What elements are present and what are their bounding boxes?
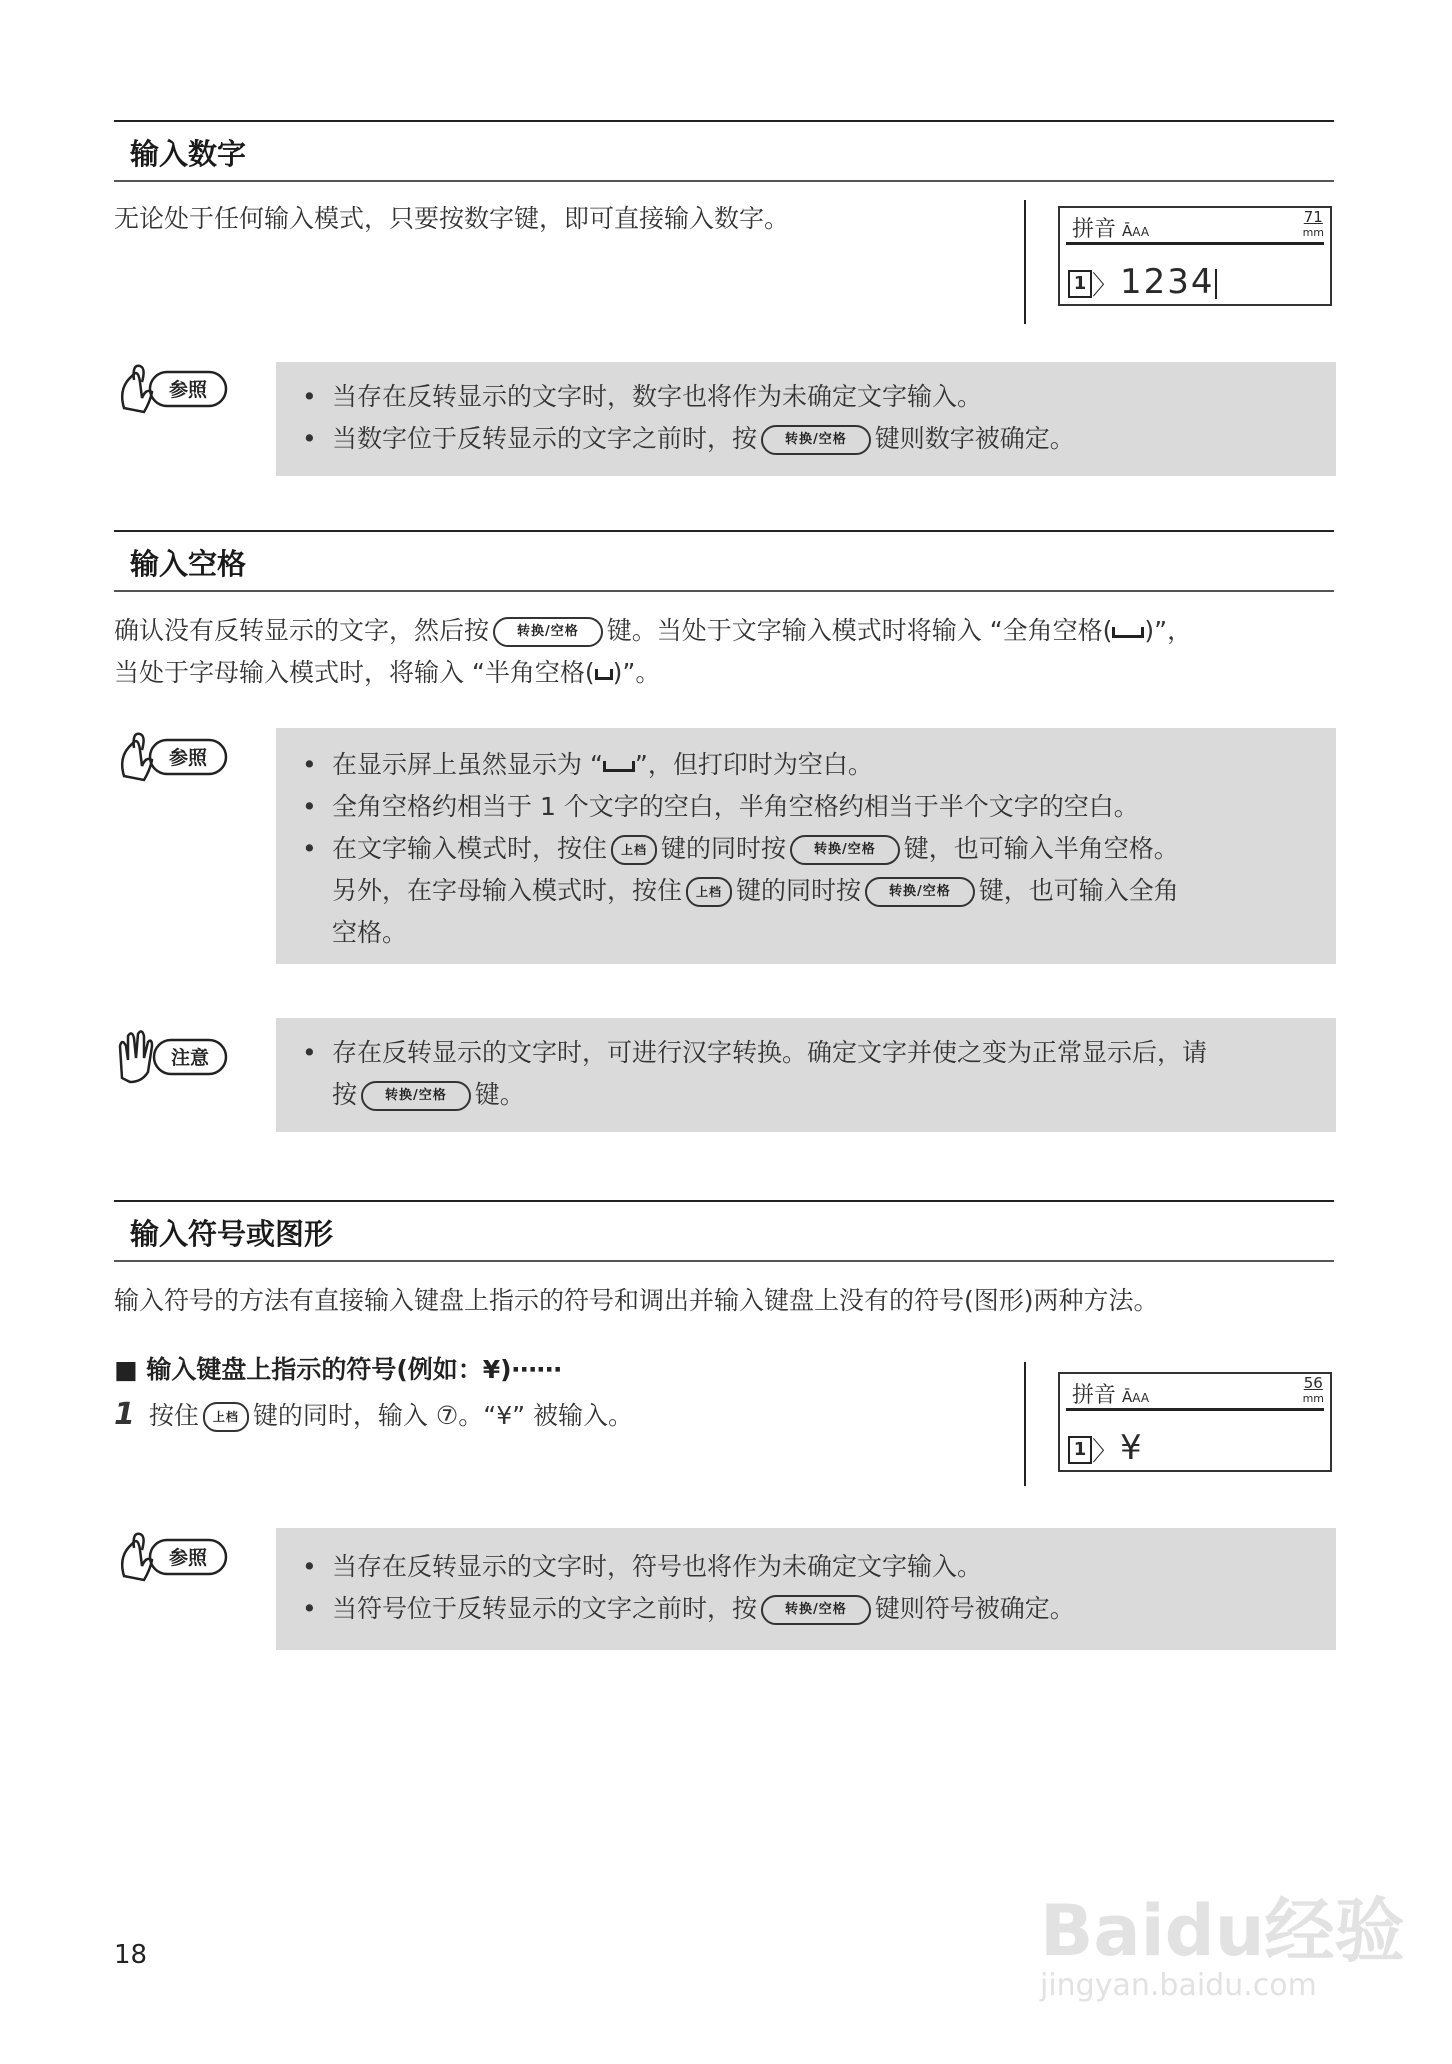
caution-note-space <box>276 1018 1336 1132</box>
note-item: • 在显示屏上虽然显示为 “ ”，但打印时为空白。 <box>276 744 1336 786</box>
section-header-space <box>114 530 1334 592</box>
key-convert-space: 转换/空格 <box>865 877 975 907</box>
space-intro-text: 确认没有反转显示的文字，然后按 转换/空格 键。当处于文字输入模式时将输入 “全角空格( )”， 当处于字母输入模式时，将输入 “半角空格( )”。 <box>114 616 1193 687</box>
note-item: • 当数字位于反转显示的文字之前时，按 转换/空格 键则数字被确定。 <box>276 418 1336 460</box>
reference-hand-icon <box>112 1526 232 1590</box>
key-shift: 上档 <box>686 877 732 907</box>
lcd-length: 56 mm <box>1302 1374 1324 1405</box>
section-title: 输入数字 <box>130 137 247 171</box>
lcd-display-symbols <box>1058 1372 1332 1472</box>
note-item: • 存在反转显示的文字时，可进行汉字转换。确定文字并使之变为正常显示后，请 按 转换/空格 键。 <box>276 1032 1336 1116</box>
note-item: • 当存在反转显示的文字时，数字也将作为未确定文字输入。 <box>276 376 1336 418</box>
page-number: 18 <box>114 1940 148 1970</box>
lcd-content-line: 1 〉¥ <box>1068 1428 1144 1468</box>
note-item: • 当存在反转显示的文字时，符号也将作为未确定文字输入。 <box>276 1546 1336 1588</box>
lcd-cursor <box>1215 269 1217 299</box>
half-width-space-symbol <box>595 669 613 680</box>
lcd-font-glyph: Ā <box>1122 222 1133 240</box>
key-convert-space: 转换/空格 <box>493 617 603 647</box>
note-label: 参照 <box>168 1547 208 1569</box>
section-title: 输入符号或图形 <box>130 1217 334 1251</box>
note-item: • 在文字输入模式时，按住 上档 键的同时按 转换/空格 键，也可输入半角空格。 另外，在字母输入模式时，按住 上档 键的同时按 转换/空格 键，也可输入全角 空格。 <box>276 828 1336 954</box>
step-1: 1 按住 上档 键的同时，输入 ⑦。“¥” 被输入。 <box>114 1397 634 1432</box>
lcd-content-line: 1 〉1234 <box>1068 262 1217 302</box>
caution-hand-icon <box>112 1024 232 1088</box>
reference-hand-icon <box>112 726 232 790</box>
full-width-space-symbol <box>603 761 635 772</box>
numbers-intro-text: 无论处于任何输入模式，只要按数字键，即可直接输入数字。 <box>114 204 790 233</box>
watermark-url: jingyan.baidu.com <box>1040 1968 1317 2003</box>
lcd-display-numbers <box>1058 206 1332 306</box>
lcd-font-size: AA <box>1132 225 1150 239</box>
note-label: 参照 <box>168 747 208 769</box>
watermark-brand: Baidu经验 <box>1040 1890 1405 1972</box>
key-shift: 上档 <box>203 1402 249 1432</box>
lcd-mode: 拼音 <box>1072 217 1117 242</box>
note-label: 参照 <box>168 379 208 401</box>
divider <box>1024 200 1026 324</box>
reference-note-numbers <box>276 362 1336 476</box>
key-convert-space: 转换/空格 <box>761 425 871 455</box>
note-item: • 全角空格约相当于 1 个文字的空白，半角空格约相当于半个文字的空白。 <box>276 786 1336 828</box>
symbols-subheading: ■ 输入键盘上指示的符号(例如：¥)⋯⋯ <box>114 1355 562 1384</box>
lcd-font-glyph: Ā <box>1122 1388 1133 1406</box>
divider <box>1024 1362 1026 1486</box>
key-convert-space: 转换/空格 <box>761 1595 871 1625</box>
section-title: 输入空格 <box>130 547 247 581</box>
lcd-line-number: 1 <box>1068 270 1092 298</box>
section-header-numbers <box>114 120 1334 182</box>
lcd-mode: 拼音 <box>1072 1383 1117 1408</box>
key-convert-space: 转换/空格 <box>790 835 900 865</box>
lcd-status-bar <box>1066 210 1324 245</box>
lcd-font-size: AA <box>1132 1391 1150 1405</box>
note-item: • 当符号位于反转显示的文字之前时，按 转换/空格 键则符号被确定。 <box>276 1588 1336 1630</box>
step-number: 1 <box>114 1397 135 1432</box>
lcd-status-bar <box>1066 1376 1324 1411</box>
lcd-length: 71 mm <box>1302 208 1324 239</box>
lcd-content: ¥ <box>1120 1428 1144 1468</box>
section-header-symbols <box>114 1200 1334 1262</box>
key-shift: 上档 <box>611 835 657 865</box>
caution-label: 注意 <box>170 1047 210 1069</box>
reference-note-symbols <box>276 1528 1336 1650</box>
reference-note-space <box>276 728 1336 964</box>
symbols-intro-text: 输入符号的方法有直接输入键盘上指示的符号和调出并输入键盘上没有的符号(图形)两种方法。 <box>114 1286 1159 1315</box>
lcd-line-number: 1 <box>1068 1436 1092 1464</box>
reference-hand-icon <box>112 358 232 422</box>
lcd-content: 1234 <box>1120 262 1215 302</box>
key-convert-space: 转换/空格 <box>361 1081 471 1111</box>
full-width-space-symbol <box>1112 627 1144 638</box>
